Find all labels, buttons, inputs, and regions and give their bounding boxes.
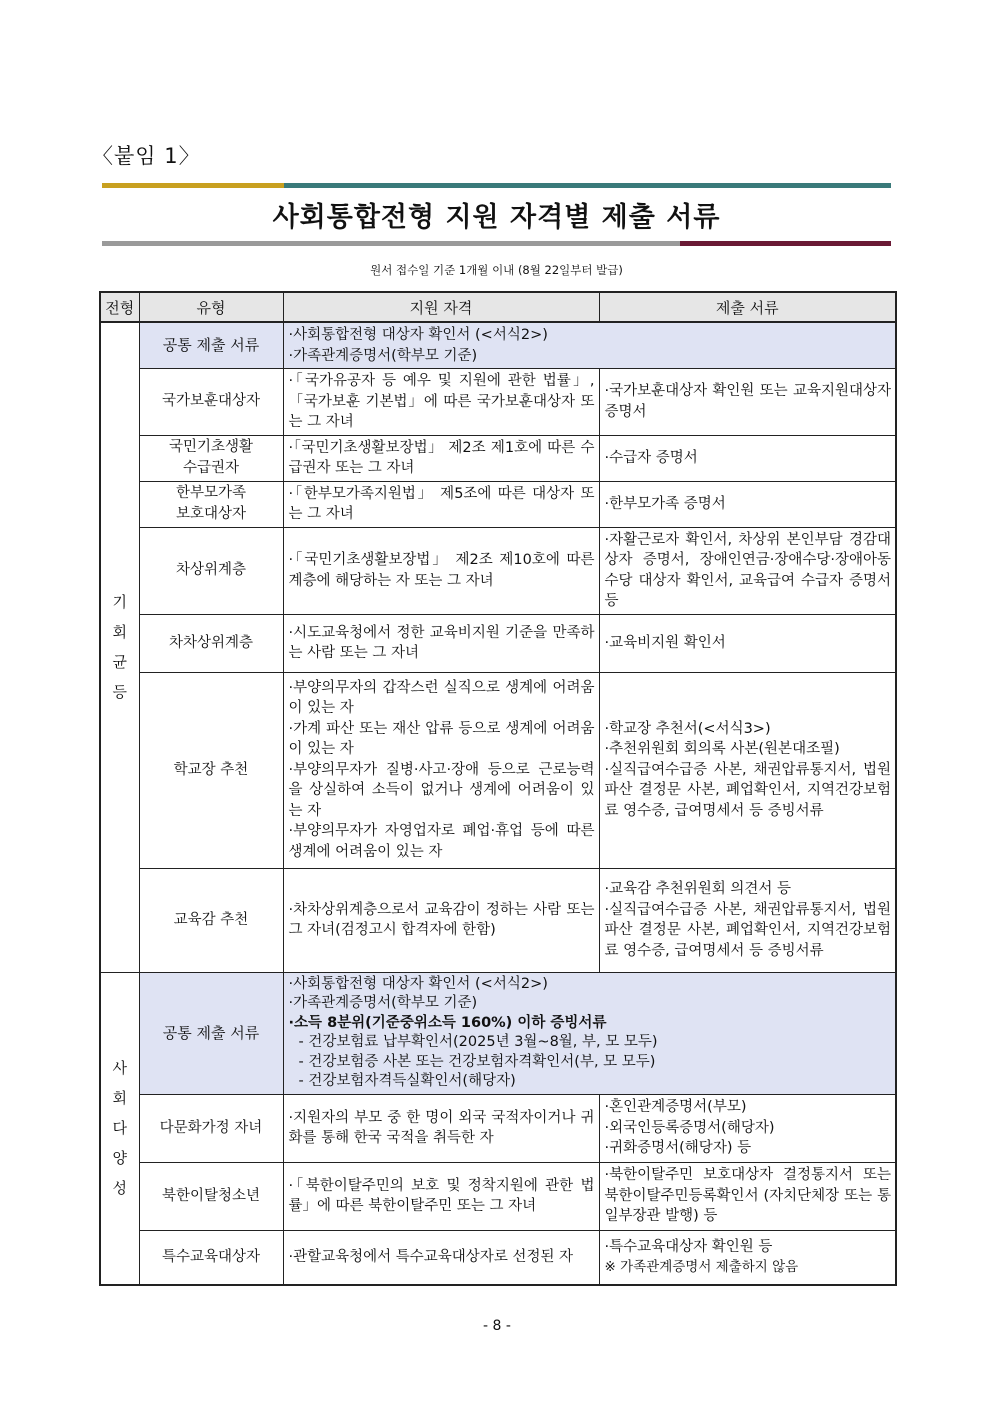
list-item: ·「국민기초생활보장법」 제2조 제1호에 따른 수급권자 또는 그 자녀 xyxy=(288,439,595,476)
type-cell: 차상위계층 xyxy=(139,527,283,614)
qualification-cell xyxy=(283,868,599,972)
list-item: ·한부모가족 증명서 xyxy=(604,495,726,512)
list-item: ·외국인등록증명서(해당자) xyxy=(604,1119,775,1136)
list-item: ·가족관계증명서(학부모 기준) xyxy=(288,995,478,1011)
list-subitem: - 건강보험자격득실확인서(해당자) xyxy=(298,1073,516,1089)
group-label-social-diversity xyxy=(100,972,139,1285)
table-row xyxy=(100,435,896,481)
bottom-bar-maroon xyxy=(680,241,891,246)
type-cell: 국가보훈대상자 xyxy=(139,369,283,436)
list-item: ·「한부모가족지원법」 제5조에 따른 대상자 또는 그 자녀 xyxy=(288,485,595,522)
list-item: ·실직급여수급증 사본, 채권압류통지서, 법원 파산 결정문 사본, 폐업확인서, 지역건강보험료 영수증, 급여명세서 등 증빙서류 xyxy=(604,761,891,819)
list-item: ·북한이탈주민 보호대상자 결정통지서 또는 북한이탈주민등록확인서 (자치단체장 또는 통일부장관 발행) 등 xyxy=(604,1167,891,1225)
documents-cell xyxy=(599,481,896,527)
type-line: 보호대상자 xyxy=(175,506,247,522)
list-item: ·차차상위계층으로서 교육감이 정하는 사람 또는 그 자녀(검정고시 합격자에 한함) xyxy=(288,901,595,938)
qualification-cell xyxy=(283,614,599,672)
documents-cell xyxy=(599,1162,896,1230)
table-row xyxy=(100,972,896,1094)
type-cell xyxy=(139,435,283,481)
list-item: ·「국민기초생활보장법」 제2조 제10호에 따른 계층에 해당하는 자 또는 그 자녀 xyxy=(288,552,595,589)
type-cell: 교육감 추천 xyxy=(139,868,283,972)
list-item: ·부양의무자가 자영업자로 폐업·휴업 등에 따른 생계에 어려움이 있는 자 xyxy=(288,823,595,860)
list-item: ·교육감 추천위원회 의견서 등 xyxy=(604,881,792,897)
list-item: ·학교장 추천서(<서식3>) xyxy=(604,720,771,737)
list-item: ·「북한이탈주민의 보호 및 정착지원에 관한 법률」에 따른 북한이탈주민 또는 그 자녀 xyxy=(288,1177,595,1214)
group-char: 기 xyxy=(112,593,127,612)
list-item: ·관할교육청에서 특수교육대상자로 선정된 자 xyxy=(288,1249,574,1265)
list-item: ·추천위원회 회의록 사본(원본대조필) xyxy=(604,741,840,758)
list-subitem: - 건강보험증 사본 또는 건강보험자격확인서(부, 모 모두) xyxy=(298,1053,656,1070)
list-item: ·특수교육대상자 확인원 등 xyxy=(604,1238,773,1255)
qualification-cell xyxy=(283,1230,599,1285)
list-item: ·부양의무자가 질병·사고·장애 등으로 근로능력을 상실하여 소득이 없거나 생계에 어려움이 있는 자 xyxy=(288,761,595,819)
group-char: 회 xyxy=(112,623,127,642)
list-item: ·시도교육청에서 정한 교육비지원 기준을 만족하는 사람 또는 그 자녀 xyxy=(288,624,595,661)
list-subitem: - 건강보험료 납부확인서(2025년 3월~8월, 부, 모 모두) xyxy=(298,1034,658,1050)
table-row xyxy=(100,1162,896,1230)
list-item: ·소득 8분위(기준중위소득 160%) 이하 증빙서류 xyxy=(288,1014,607,1031)
group-char: 등 xyxy=(112,683,127,702)
qualification-cell xyxy=(283,1162,599,1230)
top-bar-teal xyxy=(284,183,891,188)
list-item: ·가족관계증명서(학부모 기준) xyxy=(288,347,478,364)
group-char: 다 xyxy=(112,1119,127,1138)
table-row xyxy=(100,672,896,868)
header-category: 전형 xyxy=(100,292,139,322)
documents-cell xyxy=(599,369,896,436)
type-cell: 북한이탈청소년 xyxy=(139,1162,283,1230)
documents-cell xyxy=(599,614,896,672)
list-item: ·가계 파산 또는 재산 압류 등으로 생계에 어려움이 있는 자 xyxy=(288,720,595,758)
type-cell: 차차상위계층 xyxy=(139,614,283,672)
documents-cell xyxy=(599,527,896,614)
list-item: ·교육비지원 확인서 xyxy=(604,634,726,651)
list-item: ·귀화증명서(해당자) 등 xyxy=(604,1140,752,1157)
type-line: 한부모가족 xyxy=(175,485,247,501)
list-item: ·국가보훈대상자 확인원 또는 교육지원대상자 증명서 xyxy=(604,383,891,420)
table-row xyxy=(100,868,896,972)
documents-table xyxy=(99,291,897,1286)
type-cell: 다문화가정 자녀 xyxy=(139,1094,283,1162)
table-row xyxy=(100,1094,896,1162)
list-item: ·사회통합전형 대상자 확인서 (<서식2>) xyxy=(288,975,548,992)
common-docs-cell xyxy=(283,322,896,369)
header-qualification: 지원 자격 xyxy=(283,292,599,322)
documents-cell xyxy=(599,1230,896,1285)
list-item: ·지원자의 부모 중 한 명이 외국 국적자이거나 귀화를 통해 한국 국적을 취득한 자 xyxy=(288,1109,595,1146)
group-char: 균 xyxy=(112,653,127,672)
table-row xyxy=(100,527,896,614)
qualification-cell xyxy=(283,1094,599,1162)
group-char: 사 xyxy=(112,1059,127,1078)
documents-cell xyxy=(599,672,896,868)
table-row xyxy=(100,1230,896,1285)
list-item: ·「국가유공자 등 예우 및 지원에 관한 법률」,「국가보훈 기본법」에 따른 국가보훈대상자 또는 그 자녀 xyxy=(288,373,595,430)
list-item: ·혼인관계증명서(부모) xyxy=(604,1099,747,1116)
table-row xyxy=(100,481,896,527)
qualification-cell xyxy=(283,435,599,481)
group-char: 회 xyxy=(112,1089,127,1108)
type-cell: 공통 제출 서류 xyxy=(139,972,283,1094)
type-cell: 특수교육대상자 xyxy=(139,1230,283,1285)
type-cell: 학교장 추천 xyxy=(139,672,283,868)
header-documents: 제출 서류 xyxy=(599,292,896,322)
group-char: 양 xyxy=(112,1149,127,1168)
table-row xyxy=(100,369,896,436)
type-cell xyxy=(139,481,283,527)
issue-date-note: 원서 접수일 기준 1개월 이내 (8월 22일부터 발급) xyxy=(370,263,623,277)
type-cell: 공통 제출 서류 xyxy=(139,322,283,369)
group-char: 성 xyxy=(112,1179,127,1198)
documents-cell xyxy=(599,868,896,972)
table-row xyxy=(100,614,896,672)
page-title: 사회통합전형 지원 자격별 제출 서류 xyxy=(272,202,721,233)
top-bar-gold xyxy=(102,183,284,188)
list-item: ·실직급여수급증 사본, 채권압류통지서, 법원 파산 결정문 사본, 폐업확인서, 지역건강보험료 영수증, 급여명세서 등 증빙서류 xyxy=(604,901,891,959)
list-note: ※ 가족관계증명서 제출하지 않음 xyxy=(604,1259,799,1276)
list-item: ·부양의무자의 갑작스런 실직으로 생계에 어려움이 있는 자 xyxy=(288,679,595,717)
type-line: 국민기초생활 xyxy=(168,439,254,455)
type-line: 수급권자 xyxy=(182,460,240,476)
page-number: - 8 - xyxy=(483,1318,511,1334)
group-label-equal-opportunity xyxy=(100,322,139,972)
qualification-cell xyxy=(283,369,599,436)
documents-cell xyxy=(599,435,896,481)
list-item: ·수급자 증명서 xyxy=(604,449,698,466)
table-row xyxy=(100,322,896,369)
documents-cell xyxy=(599,1094,896,1162)
qualification-cell xyxy=(283,481,599,527)
qualification-cell xyxy=(283,527,599,614)
common-docs-cell xyxy=(283,972,896,1094)
bottom-bar-gray xyxy=(102,241,680,246)
attachment-label: 〈붙임 1〉 xyxy=(92,144,201,168)
header-type: 유형 xyxy=(139,292,283,322)
list-item: ·자활근로자 확인서, 차상위 본인부담 경감대상자 증명서, 장애인연금·장애수당·장애아동수당 대상자 확인서, 교육급여 수급자 증명서 등 xyxy=(604,531,891,609)
qualification-cell xyxy=(283,672,599,868)
table-header-row xyxy=(100,292,896,322)
list-item: ·사회통합전형 대상자 확인서 (<서식2>) xyxy=(288,327,548,343)
